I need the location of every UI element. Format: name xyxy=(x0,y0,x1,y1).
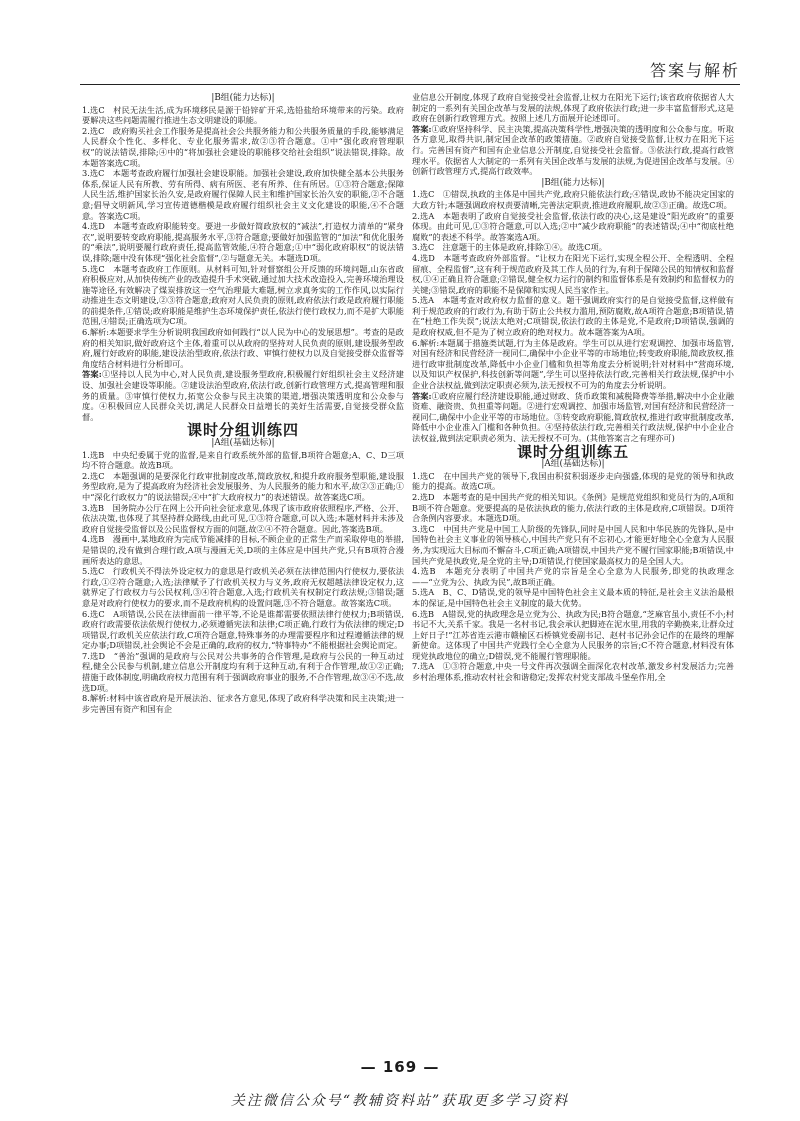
answer-item: 6.解析:本题要求学生分析说明我国政府如何践行“以人民为中心的发展思想”。考查的是政府的相关知识,做好政府这个主体,着重可以从政府的坚持对人民负责的原则,建设服务型政府,履行好政府的职能,建设法治型政府,依法行政、审慎行使权力以及自觉接受群众监督等角度结合材料进行分析即可。 xyxy=(82,327,404,369)
answer-item: 3.选C 注意题干的主体是政府,排除①④。故选C项。 xyxy=(412,242,607,253)
answer-item: 1.选B 中央纪委属于党的监督,是来自行政系统外部的监督,B项符合题意;A、C、D三项均不符合题意。故选B项。 xyxy=(82,449,404,471)
answer-item: 业信息公开制度,体现了政府自觉接受社会监督,让权力在阳光下运行;该省政府依据省人大制定的一系列有关国企改革与发展的法规,体现了政府依法行政;进一步丰富监督形式,这是政府在创新行政管理方式。按照上述几方面展开论述即可。 xyxy=(412,92,734,124)
answer-item: 4.选D 本题考查政府外部监督。“让权力在阳光下运行,实现全程公开、全程透明、全程留痕、全程监督”,这有利于规范政府及其工作人员的行为,有利于保障公民的知情权和监督权,①④正确且符合题意;②错误,健全权力运行的制约和监督体系是有效制约和监督权力的关键;③错误,政府的职能不是保障和实现人民当家作主。 xyxy=(412,252,734,295)
answer-item: 1.选C 在中国共产党的领导下,我国由积贫积弱逐步走向强盛,体现的是党的领导和执政能力的提高。故选C项。 xyxy=(412,470,734,492)
answer-item: 2.选A 本题表明了政府自觉接受社会监督,依法行政的决心,这是建设“阳光政府”的重要体现。由此可见,①③符合题意,可以入选;②中“减少政府职能”的表述错误;④中“彻底杜绝腐败”的表述不科学。故答案选A项。 xyxy=(412,210,734,242)
answer-item: 8.解析:材料中该省政府是开展法治、征求各方意见,体现了政府科学决策和民主决策;进一步完善国有资产和国有企 xyxy=(82,693,404,714)
answer-item: 1.选C 村民无法生活,成为环境移民是源于铅锌矿开采,选铅盐给环境带来的污染。政府要解决这些问题需履行推进生态文明建设的职能。 xyxy=(82,104,404,126)
right-column xyxy=(412,92,734,683)
answer-item: 7.选D “善治”强调的是政府与公民对公共事务的合作管理,是政府与公民的一种互动过程,健全公民参与机制,建立信息公开制度均有利于这种互动,有利于合作管理,故①②正确;措施于政体制度,明确政府权力范围有利于强调政府事业的服务,不合作管理,故③④不选,故选D项。 xyxy=(82,650,404,693)
answer-item: 1.选C ①错误,执政的主体是中国共产党,政府只能依法行政;④错误,政协不能决定国家的大政方针;本题强调政府权责要清晰,完善法定职责,推进政府履职,故②③正确。故选C项。 xyxy=(412,189,734,210)
left-column xyxy=(82,92,404,714)
answer-item: 5.选C 行政机关不得法外设定权力的意思是行政机关必须在法律范围内行使权力,要依法行政,①②符合题意;入选;法律赋予了行政机关权力与义务,政府无权超越法律设定权力,这就界定了行政权力与公民权利,③④符合题意,入选;行政机关有权制定行政法规;③错误;题意是对政府行使权力的要求,而不是政府机构的设置问题,③不符合题意。故答案选C项。 xyxy=(82,566,404,608)
answer-paragraph xyxy=(412,124,734,177)
answer-item: 5.选A B、C、D错误,党的领导是中国特色社会主义最本质的特征,是社会主义法治最根本的保证,是中国特色社会主义制度的最大优势。 xyxy=(412,587,734,608)
answer-item: 4.选D 本题考查政府职能转变。要进一步做好简政放权的“减法”,打造权力清单的“紧身衣”,说明要转变政府职能,提高服务水平,③符合题意;要做好加强监管的“加法”和优化服务的“乘法”,说明要履行政府责任,提高监管效能,④符合题意;①中“弱化政府职权”的说法错误,排除;题中没有体现“强化社会监督”,②与题意无关。本题选D项。 xyxy=(82,221,404,263)
answer-item: 5.选A 本题考查对政府权力监督的意义。题干强调政府实行的是自觉接受监督,这样做有利于规范政府的行政行为,有助于防止公共权力滥用,预防腐败,故A项符合题意;B项错误,错在“杜绝工作失误”;说法太绝对;C项错误,依法行政的主体是党,不是政府;D项错误,强调的是政府权威,但不是为了树立政府的绝对权力。故本题答案为A项。 xyxy=(412,295,734,338)
footer-note: 关注微信公众号“教辅资料站”获取更多学习资料 xyxy=(230,1093,570,1109)
answer-item: 3.选C 中国共产党是中国工人阶级的先锋队,同时是中国人民和中华民族的先锋队,是中国特色社会主义事业的领导核心,中国共产党只有不忘初心,才能更好地全心全意为人民服务,为实现远大目标而不懈奋斗,C项正确;A项错误,中国共产党不履行国家职能;B项错误,中国共产党是执政党,是全党的主导;D项错误,行使国家最高权力的是全国人大。 xyxy=(412,523,734,566)
answer-item: 2.选D 本题考查的是中国共产党的相关知识。《条例》是规范党组织和党员行为的,A项和B项不符合题意。党要提高的是依法执政的能力,依法行政的主体是政府,C项错误。D项符合条例内容要求。本题选D项。 xyxy=(412,491,734,524)
answer-item: 6.选C A项错误,公民在法律面前一律平等,不论是谁都需要依照法律行使权力;B项错误,政府行政需要依法依规行使权力,必须遵循宪法和法律;C项正确,行政行为依法律的规定;D项错误,行政机关应依法行政,C项符合题意,特殊事务的办理需要程序和过程遵循法律的规定办事;D项错误,社会舆论不会是正确的,政府的权力,“特事特办”不能根据社会舆论而定。 xyxy=(82,608,404,651)
answer-paragraph xyxy=(412,391,734,444)
section-heading: |A组(基础达标)| xyxy=(541,459,605,470)
answer-item: 4.选B 本题充分表明了中国共产党的宗旨是全心全意为人民服务,即党的执政理念——“立党为公、执政为民”,故B项正确。 xyxy=(412,566,734,587)
section-heading: |B组(能力达标)| xyxy=(541,177,605,188)
answer-text: ①政府应履行经济建设职能,通过财政、货币政策和减税降费等举措,解决中小企业融资难、融资贵、负担重等问题。②进行宏观调控、加强市场监管,对国有经济和民营经济一视同仁,确保中小企业平等的市场地位。③转变政府职能,简政放权,推进行政审批制度改革,降低中小企业准入门槛和各种负担。④坚持依法行政,完善相关行政法规,保护中小企业合法权益,做到法定职责必须为、法无授权不可为。(其他答案言之有理亦可) xyxy=(412,390,734,443)
answer-item: 4.选B 漫画中,某地政府为完成节能减排的目标,不顾企业的正常生产而采取停电的举措,是错误的,没有做到合理行政,A项与漫画无关,D项的主体应是中国共产党,只有B项符合漫画所表达的意思。 xyxy=(82,534,404,566)
answer-text: ①坚持以人民为中心,对人民负责,建设服务型政府,积极履行好组织社会主义经济建设、加强社会建设等职能。②建设法治型政府,依法行政,创新行政管理方式,提高管理和服务的质量。③审慎行使权力,拓宽公众参与民主决策的渠道,增强决策透明度和公众参与度。④积极回应人民群众关切,满足人民群众日益增长的美好生活需要,自觉接受群众监督。 xyxy=(82,369,404,422)
answer-paragraph xyxy=(82,369,404,422)
answer-item: 3.选B 国务院办公厅在网上公开向社会征求意见,体现了该市政府依照程序,严格、公开、依法决策,也体现了其坚持群众路线,由此可见,①③符合题意,可以入选;本题材料并未涉及政府自觉接受监督以及公民监督权方面的问题,故②④不符合题意。因此,答案选B项。 xyxy=(82,502,404,534)
lesson-title: 课时分组训练五 xyxy=(516,442,629,461)
section-heading: |A组(基础达标)| xyxy=(211,438,275,448)
answer-text: ①政府坚持科学、民主决策,提高决策科学性,增强决策的透明度和公众参与度。听取各方意见,取得共识,制定国企改革的政策措施。②政府自觉接受监督,让权力在阳光下运行。完善国有资产和国有企业信息公开制度,自觉接受社会监督。③依法行政,提高行政管理水平。依据省人大制定的一系列有关国企改革与发展的法规,为促进国企改革与发展。④创新行政管理方式,提高行政效率。 xyxy=(412,123,734,177)
answer-label: 答案: xyxy=(82,369,102,380)
lesson-title: 课时分组训练四 xyxy=(186,421,299,440)
answer-item: 2.选C 政府购买社会工作服务是提高社会公共服务能力和公共服务质量的手段,能够满足人民群众个性化、多样化、专业化服务需求,故②③符合题意。①中“强化政府管理职权”的说法错误,排除;④中的“将加强社会建设的职能移交给社会组织”说法错误,排除。故本题答案选C项。 xyxy=(82,125,404,168)
answer-item: 7.选A ①③符合题意,中央一号文件再次强调全面深化农村改革,激发乡村发展活力;完善乡村治理体系,推动农村社会和谐稳定;发挥农村党支部战斗堡垒作用,全 xyxy=(412,661,734,683)
answer-item: 6.选B A错误,党的执政理念是立党为公、执政为民;B符合题意,“芝麻官虽小,责任不小;村书记不大,关系千家。我是一名村书记,我会承认把脚迹在泥水里,用我的辛勤换来,让群众过上好日子!”江苏省连云港市赣榆区石桥镇党委副书记、赵村书记孙会记作的在最终的理解新使命。这体现了中国共产党践行全心全意为人民服务的宗旨;C不符合题意,材料没有体现党执政地位的确立;D错误,党不能履行管理职能。 xyxy=(412,608,734,661)
page-number: — 169 — xyxy=(360,1058,440,1076)
header-title: 答案与解析 xyxy=(649,61,740,80)
section-heading: |B组(能力达标)| xyxy=(211,93,275,103)
answer-item: 3.选C 本题考查政府履行加强社会建设职能。加强社会建设,政府加快健全基本公共服务体系,保证人民有所教、劳有所得、病有所医、老有所养、住有所居。①③符合题意;保障人民生活,维护国家长治久安,是政府履行保障人民主和维护国家长治久安的职能,②不合题意;倡导文明新风,学习宣传道德楷模是政府履行组织社会主义文化建设的职能,④不合题意。答案选C项。 xyxy=(82,168,404,221)
answer-item: 5.选C 本题考查政府工作原则。从材料可知,针对督察组公开反馈的环境问题,山东省政府积极应对,从加快传统产业的改造提升手术突破,通过加大技术改造投入,完善环境治理设施等途径,有效解决了煤炭排放这一空气治理最大难题,树立求真务实的工作作风,以实际行动推进生态文明建设,②③符合题意;政府对人民负责的原则,政府依法行政是政府履行职能的前提条件,①错误;政府职能是维护生态环境保护责任,依法行使行政权力,而不是扩大职能范围,④错误;正确选项为C项。 xyxy=(82,263,404,327)
answer-label: 答案: xyxy=(412,390,432,401)
answer-item: 6.解析:本题属于措施类试题,行为主体是政府。学生可以从进行宏观调控、加强市场监管,对国有经济和民营经济一视同仁,确保中小企业平等的市场地位;转变政府职能,简政放权,推进行政审批制度改革,降低中小企业门槛和负担等角度去分析说明;针对材料中“营商环境,以及知识产权保护,科技创新等问题”,学生可以坚持依法行政,完善相关行政法规,保护中小企业合法权益,做到法定职责必须为,法无授权不可为的角度去分析说明。 xyxy=(412,337,734,391)
page-header xyxy=(80,54,740,85)
answer-item: 2.选C 本题强调的是要深化行政审批制度改革,简政放权,和提升政府服务型职能,建设服务型政府,是为了提高政府为经济社会发展服务、为人民服务的能力和水平,故②③正确;①中“深化行政权力”的说法错误;④中“扩大政府权力”的表述错误。故答案选C项。 xyxy=(82,470,404,502)
answer-label: 答案: xyxy=(412,123,432,134)
